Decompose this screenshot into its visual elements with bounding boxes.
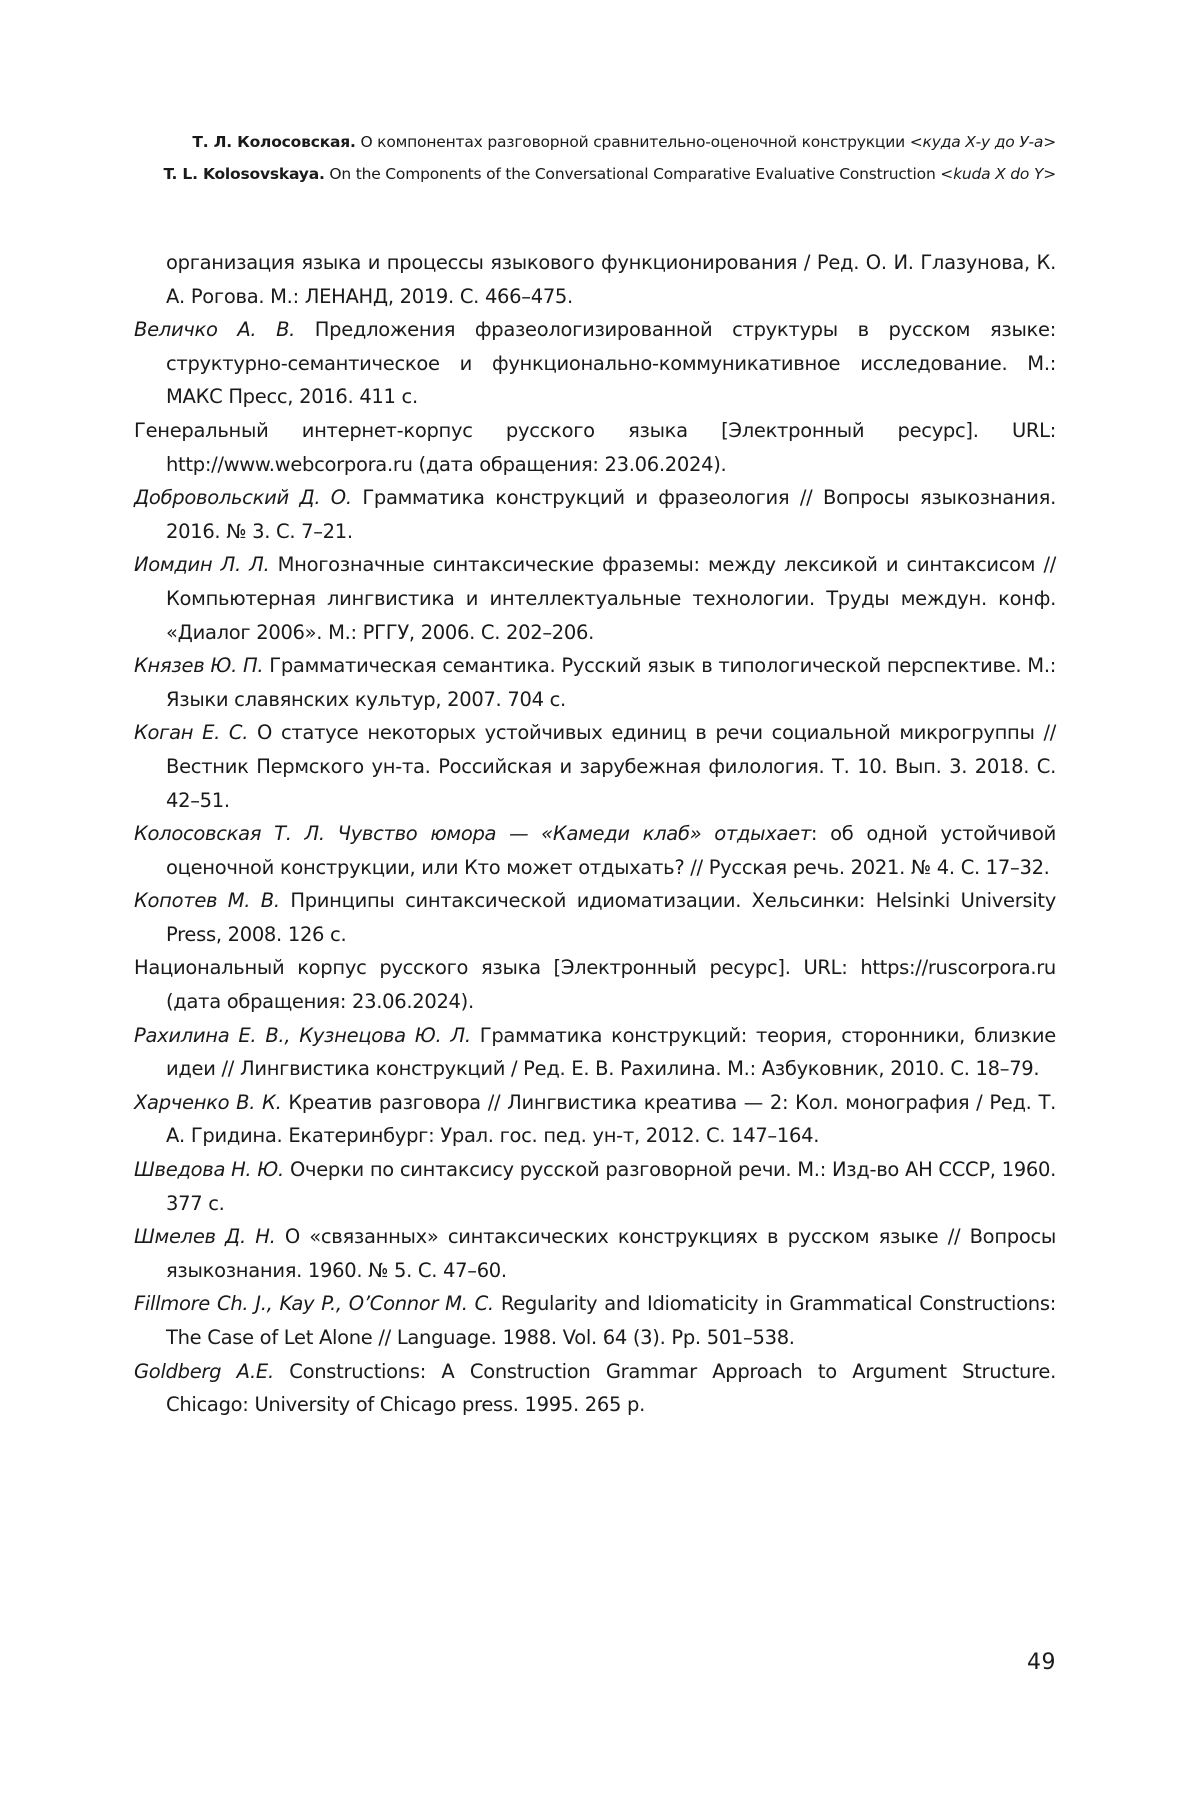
reference-item: Величко А. В. Предложения фразеологизированной структуры в русском языке: структурно-семантическое и функционально-коммуникативное исследование. М.: МАКС Пресс, 2016. 411 с. (134, 318, 1056, 409)
reference-item: Goldberg A.E. Constructions: A Construction Grammar Approach to Argument Structure. Chicago: University of Chicago press. 1995. 265 p. (134, 1359, 1056, 1417)
reference-item: Рахилина Е. В., Кузнецова Ю. Л. Грамматика конструкций: теория, сторонники, близкие идеи // Лингвистика конструкций / Ред. Е. В. Рахилина. М.: Азбуковник, 2010. С. 18–79. (134, 1023, 1056, 1081)
header-construction-ru: <куда Х-у до У-а> (909, 133, 1056, 151)
reference-item: Национальный корпус русского языка [Электронный ресурс]. URL: https://ruscorpora.ru (дата обращения: 23.06.2024). (134, 956, 1056, 1014)
reference-item: Fillmore Ch. J., Kay P., O’Connor M. C. Regularity and Idiomaticity in Grammatical Constructions: The Case of Let Alone // Language. 1988. Vol. 64 (3). Pp. 501–538. (134, 1292, 1056, 1349)
header-author-en: T. L. Kolosovskaya. (163, 165, 325, 183)
reference-item: Князев Ю. П. Грамматическая семантика. Русский язык в типологической перспективе. М.: Языки славянских культур, 2007. 704 с. (134, 654, 1056, 711)
running-header (76, 126, 1056, 190)
reference-item: Шведова Н. Ю. Очерки по синтаксису русской разговорной речи. М.: Изд-во АН СССР, 1960. 377 с. (134, 1158, 1057, 1215)
reference-item: Иомдин Л. Л. Многозначные синтаксические фраземы: между лексикой и синтаксисом // Компьютерная лингвистика и интеллектуальные технологии. Труды междун. конф. «Диалог 2006». М.: РГГУ, 2006. С. 202–206. (134, 553, 1057, 644)
header-title-en: On the Components of the Conversational Comparative Evaluative Construction (324, 165, 941, 183)
reference-item: Копотев М. В. Принципы синтаксической идиоматизации. Хельсинки: Helsinki University Press, 2008. 126 с. (134, 889, 1056, 946)
reference-item: Коган Е. С. О статусе некоторых устойчивых единиц в речи социальной микрогруппы // Вестник Пермского ун-та. Российская и зарубежная филология. Т. 10. Вып. 3. 2018. С. 42–51. (134, 721, 1056, 812)
reference-item: организация языка и процессы языкового функционирования / Ред. О. И. Глазунова, К. А. Рогова. М.: ЛЕНАНД, 2019. С. 466–475. (166, 251, 1056, 308)
header-construction-en: <kuda X do Y> (940, 165, 1056, 183)
page-number: 49 (1027, 1650, 1056, 1675)
header-title-ru: О компонентах разговорной сравнительно-оценочной конструкции (355, 133, 910, 151)
reference-item: Шмелев Д. Н. О «связанных» синтаксических конструкциях в русском языке // Вопросы языкознания. 1960. № 5. С. 47–60. (134, 1225, 1056, 1282)
reference-item: Добровольский Д. О. Грамматика конструкций и фразеология // Вопросы языкознания. 2016. № 3. С. 7–21. (134, 486, 1056, 543)
reference-list (134, 246, 1056, 1422)
header-line-en (76, 158, 1056, 190)
header-line-ru (76, 126, 1056, 158)
reference-item: Харченко В. К. Креатив разговора // Лингвистика креатива — 2: Кол. монография / Ред. Т. А. Гридина. Екатеринбург: Урал. гос. пед. ун-т, 2012. С. 147–164. (134, 1090, 1056, 1148)
reference-item: Колосовская Т. Л. Чувство юмора — «Камеди клаб» отдыхает: об одной устойчивой оценочной конструкции, или Кто может отдыхать? // Русская речь. 2021. № 4. С. 17–32. (134, 822, 1056, 879)
header-author-ru: Т. Л. Колосовская. (192, 133, 356, 151)
reference-item: Генеральный интернет-корпус русского языка [Электронный ресурс]. URL: http://www.webcorpora.ru (дата обращения: 23.06.2024). (134, 418, 1056, 476)
